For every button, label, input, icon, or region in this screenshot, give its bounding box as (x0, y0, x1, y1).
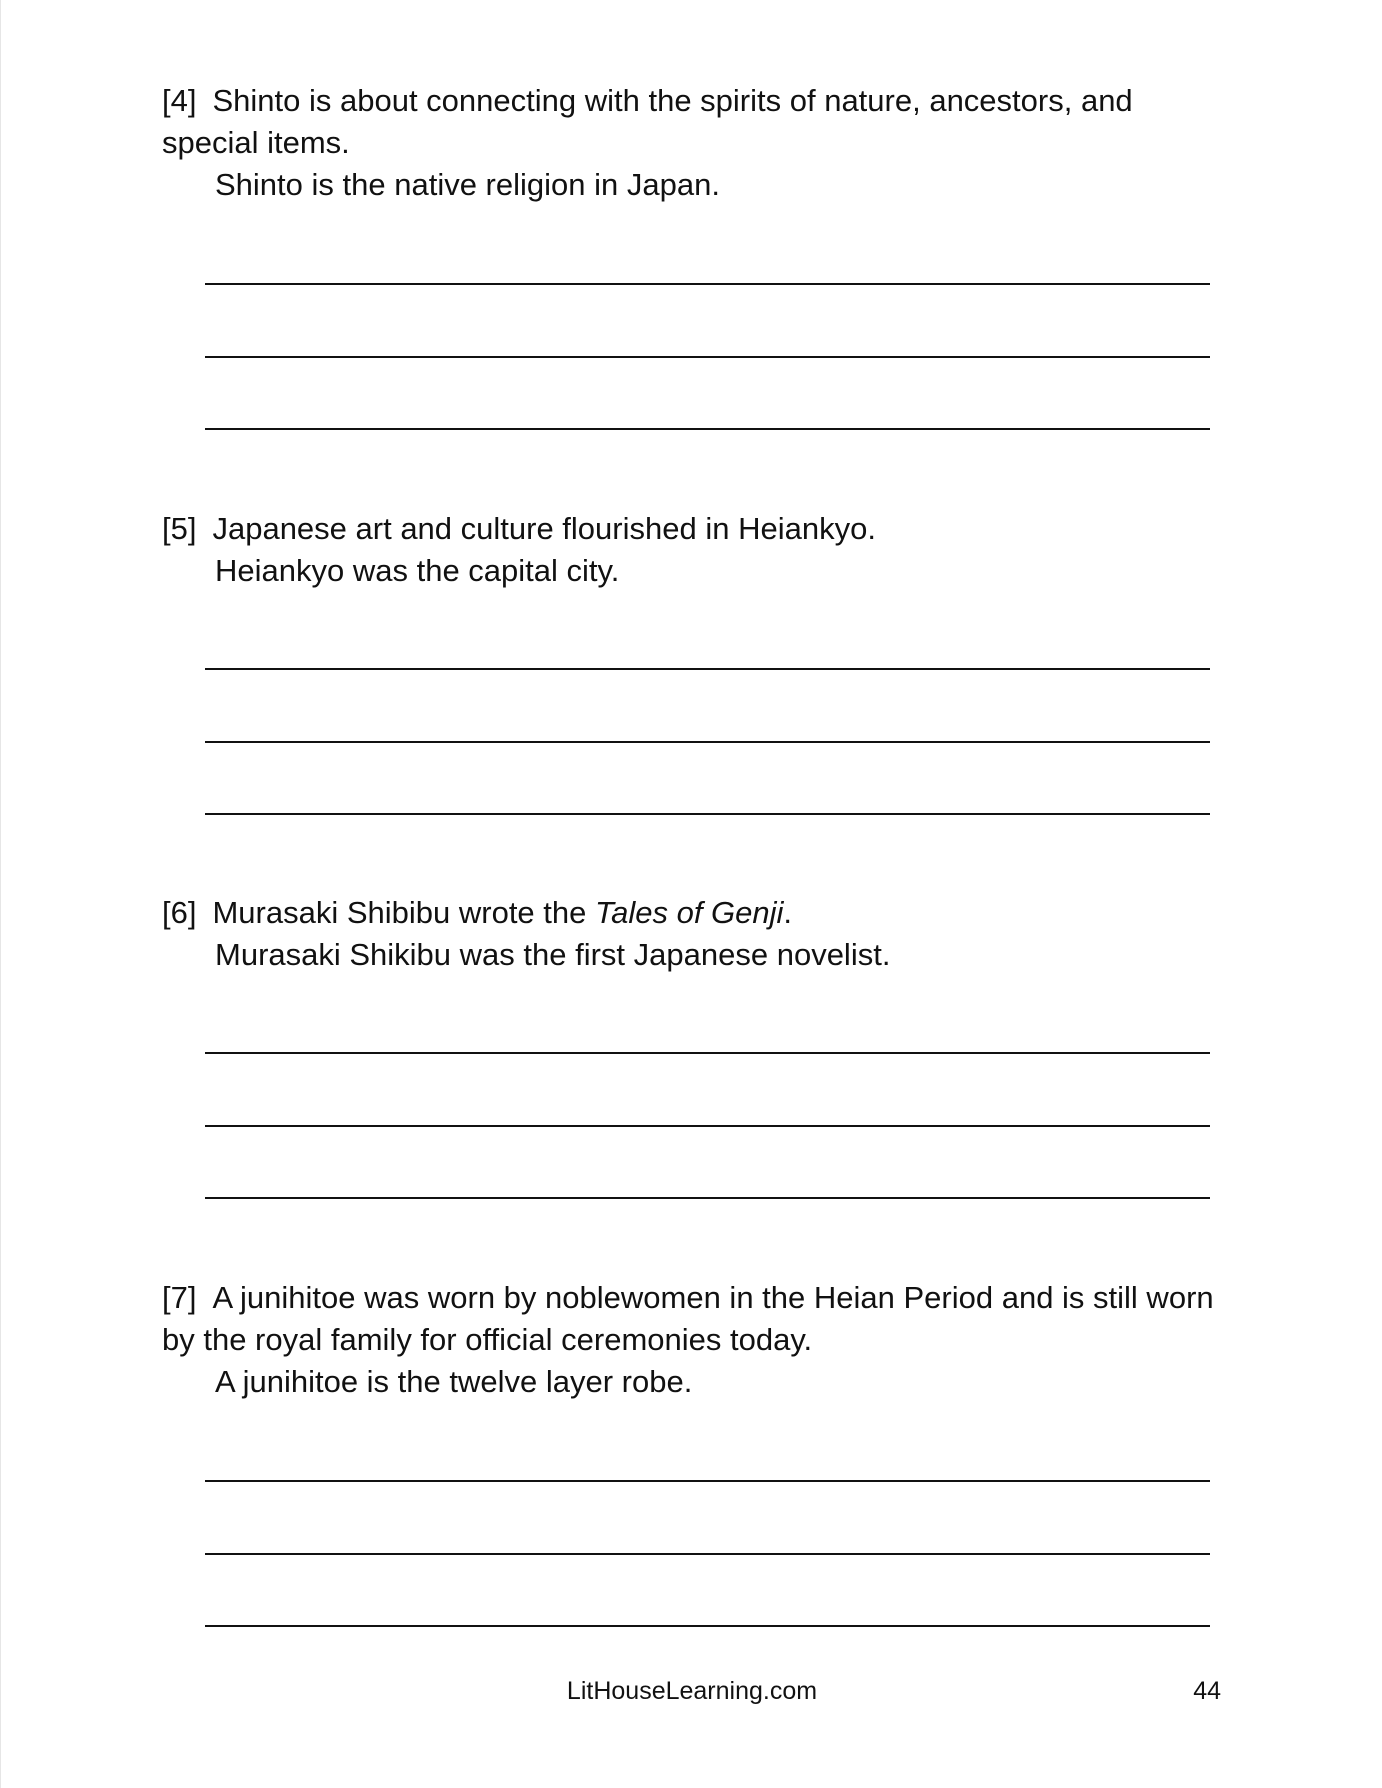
question-7 (162, 1277, 1222, 1403)
answer-line (205, 1480, 1210, 1482)
question-6-statement-end: . (783, 895, 793, 930)
question-4-statement-text: Shinto is about connecting with the spirits of nature, ancestors, and special items. (162, 83, 1133, 160)
question-7-statement-text: A junihitoe was worn by noblewomen in the Heian Period and is still worn by the royal family for official ceremonies today. (162, 1280, 1214, 1357)
question-6-number: [6] (162, 895, 197, 930)
answer-line (205, 1553, 1210, 1555)
answer-line (205, 741, 1210, 743)
question-4-number: [4] (162, 83, 197, 118)
book-title: Tales of Genji (595, 895, 784, 930)
question-5 (162, 508, 1222, 592)
question-7-clue: A junihitoe is the twelve layer robe. (215, 1364, 693, 1399)
question-4-clue: Shinto is the native religion in Japan. (215, 167, 720, 202)
question-6 (162, 892, 1222, 976)
answer-line (205, 813, 1210, 815)
question-5-clue: Heiankyo was the capital city. (215, 553, 620, 588)
answer-line (205, 356, 1210, 358)
question-4 (162, 80, 1222, 206)
footer-website: LitHouseLearning.com (566, 1677, 818, 1705)
answer-line (205, 283, 1210, 285)
question-5-statement-text: Japanese art and culture flourished in Heiankyo. (212, 511, 876, 546)
page-number: 44 (1193, 1677, 1221, 1705)
answer-line (205, 668, 1210, 670)
question-5-statement (162, 508, 1222, 550)
answer-line (205, 1125, 1210, 1127)
question-5-number: [5] (162, 511, 197, 546)
answer-line (205, 1197, 1210, 1199)
answer-line (205, 1052, 1210, 1054)
question-4-statement (162, 80, 1222, 164)
question-7-statement (162, 1277, 1222, 1361)
answer-line (205, 428, 1210, 430)
question-6-clue: Murasaki Shikibu was the first Japanese novelist. (215, 937, 891, 972)
question-6-statement-text: Murasaki Shibibu wrote the (212, 895, 595, 930)
answer-line (205, 1625, 1210, 1627)
question-6-statement (162, 892, 1222, 934)
question-7-number: [7] (162, 1280, 197, 1315)
